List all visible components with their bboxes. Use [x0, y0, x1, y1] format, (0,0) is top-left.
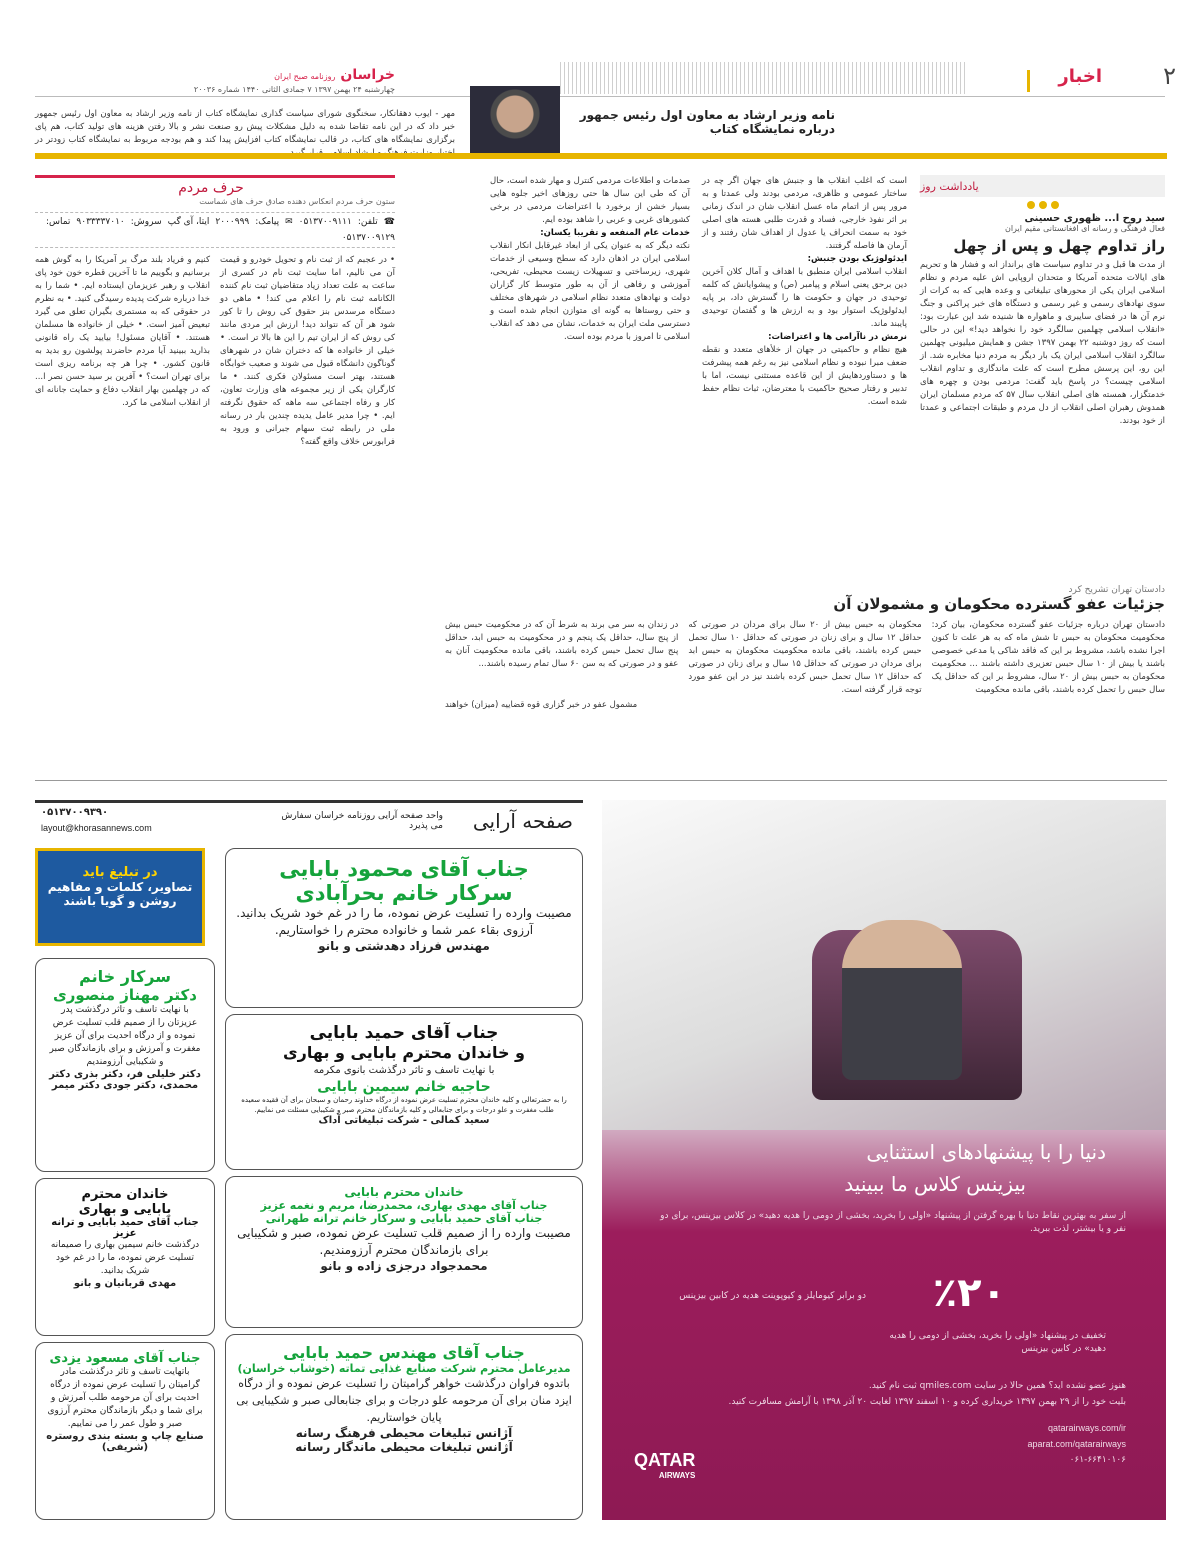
- yaddasht-box-title: یادداشت روز: [920, 175, 1165, 197]
- section-name: اخبار: [1058, 66, 1102, 87]
- tamas-number: ۰۵۱۳۷۰۰۹۱۲۹: [341, 233, 395, 243]
- yaddasht-column: [920, 175, 1165, 428]
- ad-discount-note: تخفیف در پیشنهاد «اولی را بخرید، بخشی از دومی را هدیه دهید» در کابین بیزینس: [889, 1331, 1106, 1354]
- layout-desc: واحد صفحه آرایی روزنامه خراسان سفارش می پذیرد: [281, 811, 443, 831]
- notice-3-sign: محمدجواد درجزی زاده و بانو: [320, 1259, 488, 1273]
- section-bar: [1027, 70, 1030, 92]
- lead-title-2: درباره نمایشگاه کتاب: [709, 122, 835, 136]
- notice-3-line2: جناب آقای حمید بابایی و سرکار خانم ترانه طهرانی: [265, 1212, 543, 1225]
- soroush-number: ۹۰۳۳۳۳۷۰۱۰: [76, 217, 125, 227]
- amnesty-col-2: محکومان به حبس بیش از ۲۰ سال برای مردان در صورتی که حداقل ۱۲ سال و برای زنان در صورتی که حداقل ۱۰ سال تحمل حبس کرده باشند، باقی مانده محکومیت محکومان به حبس ابد برای مردان در صورتی که حداقل ۱۵ سال و برای زنان در صورتی که حداقل ۱۲ سال تحمل حبس کرده باشند نیز در این عفو مورد توجه قرار گرفته است.: [688, 620, 922, 695]
- phone-number: ۰۵۱۳۷۰۰۹۱۱۱: [298, 217, 352, 227]
- notice-1: [225, 848, 583, 1008]
- notice-3-head: خاندان محترم بابایی: [344, 1185, 464, 1199]
- notice-1-text: مصیبت وارده را تسلیت عرض نموده، ما را در غم خود شریک بدانید. آرزوی بقاء عمر شما و خانواده محترم را خواستاریم.: [236, 906, 572, 937]
- mid-body-a: است که اغلب انقلاب ها و جنبش های جهان اگر چه در ساختار عمومی و ظاهری، مردمی بودند ولی عمدتا و به مرور پس از اتمام ماه عسل انقلاب شان در اندک زمانی بر اثر نفوذ خارجی، فساد و قدرت طلبی هسته های اصلی خود به سمت انحراف یا عدول از اهداف شان رفتند و از آرمان ها فاصله گرفتند.: [702, 176, 907, 251]
- sms-icon: ✉: [285, 217, 293, 227]
- paper-tagline: روزنامه صبح ایران: [274, 72, 336, 81]
- amnesty-headline: جزئیات عفو گسترده محکومان و مشمولان آن: [833, 595, 1165, 613]
- harf-mardom-subtitle: ستون حرف مردم انعکاس دهنده صادق حرف های شماست: [199, 197, 395, 206]
- col2-subhead-1: خدمات عام المنفعه و تقریبا یکسان:: [540, 228, 690, 238]
- notice-3-text: مصیبت وارده را از صمیم قلب تسلیت عرض نموده، صبر و شکیبایی برای بازماندگان محترم آرزومندیم.: [237, 1226, 571, 1257]
- yaddasht-dots: [920, 201, 1165, 209]
- side-notice-2-sign: مهدی قربانیان و بانو: [73, 1278, 177, 1289]
- side-notice-3-text: باتهایت تاسف و تاثر درگذشت مادر گرامیتان را تسلیت عرض نموده از درگاه احدیت برای آن مرحومه طلب آمرزش و برای شما و دیگر بازماندگان محترم آرزوی صبر و طول عمر را می نماییم.: [47, 1367, 203, 1429]
- promo-box: [35, 848, 205, 946]
- sms-number: ۲۰۰۰۹۹۹: [215, 217, 250, 227]
- ad-miles-note: دو برابر کیومایلز و کیوپوینت هدیه در کابین بیزینس: [679, 1291, 866, 1301]
- amnesty-columns: [445, 619, 1165, 697]
- lead-title-1: نامه وزیر ارشاد به معاون اول رئیس جمهور: [579, 108, 835, 122]
- minister-photo: [470, 86, 560, 156]
- side-notice-2-text: درگذشت خانم سیمین بهاری را صمیمانه تسلیت عرض نموده، ما را در غم خود شریک بدانید.: [50, 1240, 200, 1276]
- mid-column-2: [490, 175, 690, 344]
- promo-line-1: در تبلیغ باید: [82, 865, 158, 880]
- qatar-logo: [634, 1450, 695, 1480]
- col2-body-b: نکته دیگر که به عنوان یکی از ابعاد غیرقابل انکار انقلاب اسلامی ایران در اذهان دارد که سطح وسیعی از خدمات شهری، زیرساختی و تسهیلات زیست محیطی، تفریحی، آموزشی و رفاهی از آن به طور متوسط کار گزاران دولت و نهادهای متعدد نظام اسلامی در شهرهای مختلف و حتی روستاها به گونه ای متوازن انجام شده است و دسترسی ملت ایران به خدمات، نشان می دهد که انقلاب اسلامی تا امروز با مردم بوده است.: [490, 241, 690, 342]
- ad-passenger-shape: [842, 920, 962, 1080]
- col2-body-a: صدمات و اطلاعات مردمی کنترل و مهار شده است، حال آن که طی این سال ها حتی روزهای اخیر جلوه هایی بسیار خشن از برخورد با اعتراضات مردمی در برخی کشورهای غربی و عربی را شاهد بوده ایم.: [490, 176, 690, 225]
- yaddasht-headline: راز تداوم چهل و پس از چهل: [953, 237, 1165, 255]
- notice-1-line2: سرکار خانم بحرآبادی: [295, 881, 513, 905]
- notice-4-sign: آژانس تبلیغات محیطی فرهنگ رسانه: [295, 1426, 513, 1440]
- ad-phone: ۰۶۱-۶۶۴۱۰۱۰۶: [1069, 1455, 1126, 1465]
- side-notice-2: [35, 1178, 215, 1336]
- side-notice-1: [35, 958, 215, 1172]
- mid-subhead-1: ایدئولوژیک بودن جنبش:: [807, 254, 907, 264]
- ad-headline-2: بیزینس کلاس ما ببینید: [844, 1172, 1026, 1196]
- notice-4-sign2: آژانس تبلیغات محیطی ماندگار رسانه: [295, 1440, 513, 1454]
- side-notice-2-line1: خاندان محترم: [81, 1187, 169, 1202]
- side-notice-1-line1: سرکار خانم: [79, 967, 171, 986]
- notice-2-text2: را به حضرتعالی و کلیه خاندان محترم تسلیت عرض نموده از درگاه خداوند رحمان و سبحان برای آن فقیده سعیده طلب مغفرت و علو درجات و برای جنابعالی و کلیه بازماندگان محترم صبر و شکیبایی مسئلت می نماییم.: [241, 1096, 567, 1114]
- page-number: ۲: [1163, 62, 1176, 90]
- header-rule: [35, 96, 1165, 97]
- ad-site-2[interactable]: aparat.com/qatarairways: [1027, 1439, 1126, 1449]
- side-notice-2-line3: جناب آقای حمید بابایی و ترانه عزیز: [51, 1217, 199, 1239]
- header-stripe: [560, 62, 965, 94]
- promo-line-2: تصاویر، کلمات و مفاهیم: [47, 880, 193, 894]
- apps: ایتا، آی گپ: [167, 217, 210, 227]
- side-notice-2-line2: بابایی و بهاری: [78, 1202, 172, 1217]
- side-notice-1-sign: دکتر خلیلی فر، دکتر بذری دکتر محمدی، دکتر جودی دکتر میمر: [49, 1069, 201, 1091]
- lead-text: مهر - ایوب دهقانکار، سخنگوی شورای سیاست گذاری نمایشگاه کتاب از نامه وزیر ارشاد به معاون اول رئیس جمهور خبر داد که در این نامه تقاضا شده به دلیل مشکلات پیش رو صنعت نشر و بالا رفتن هزینه های تولید کتاب، هم پای برگزاری نمایشگاه های کتاب، در قالب نمایشگاه کتاب افزایش پیدا کند و هم بودجه مربوط به نمایشگاه کتاب زودتر در: [35, 109, 455, 145]
- harf-mardom-body: [35, 254, 395, 449]
- sms-label: پیامک:: [255, 217, 280, 227]
- side-notice-3-line1: جناب آقای مسعود یزدی: [49, 1351, 201, 1366]
- qatar-airways-ad: [602, 800, 1166, 1520]
- side-notice-3-sign: صنایع چاپ و بسته بندی روستره (شریفی): [46, 1431, 204, 1453]
- side-notice-1-line2: دکتر مهناز منصوری: [53, 986, 197, 1004]
- paper-logo: خراسان: [340, 67, 395, 83]
- mid-column-1: [702, 175, 907, 409]
- notice-2-line2: و خاندان محترم بابایی و بهاری: [283, 1043, 525, 1062]
- dateline: چهارشنبه ۲۴ بهمن ۱۳۹۷ ۷ جمادی الثانی ۱۴۴۰ شماره ۲۰۰۳۶: [193, 85, 395, 94]
- tamas-label: تماس:: [45, 217, 71, 227]
- phone-icon: ☎: [383, 217, 395, 227]
- notice-2-text: با نهایت تاسف و تاثر درگذشت بانوی مکرمه: [313, 1065, 495, 1076]
- page-rule: [35, 780, 1167, 781]
- lead-headline: [575, 108, 835, 136]
- harf-mardom-column: [35, 175, 395, 449]
- yaddasht-body: از مدت ها قبل و در تداوم سیاست های برانداز انه و فشار ها و تحریم های ایالات متحده آمریکا و متحدان اروپایی اش علیه مردم و نظام اسلامی ایران یکی از محورهای تبلیغاتی و وعده هایی که به کرات از سوی نهادهای رسمی و غیر رسمی و دستگاه های خبر پراکنی و جنگ نرم آن ها در فضای سایبری و ماهواره ها شنیده شد این عبارت بود: «انقلاب اسلامی چهلمین سالگرد خود را نخواهد دید!» این در حالی است که روز دوشنبه ۲۲ بهمن ۱۳۹۷ جشن و همایش میلیونی چهلمین سالگرد انقلاب اسلامی ایران یک بار دیگر به مردم دنیا مخابره شد. از این رو، این پرسش مطرح است که علت ماندگاری و تداوم انقلاب اسلامی چیست؟ در پاسخ باید گفت: مردمی بودن و چهره های خدمتگزار، همسته های اصلی انقلاب سال ۵۷ که مردم مسلمان ایران همدوش رهبران اصلی انقلاب از دل مردم و طبقات اجتماعی و عمدتا از خود بودند.: [920, 260, 1166, 426]
- notice-4-line2: مدیرعامل محترم شرکت صنایع غذایی تماته (خوشاب خراسان): [237, 1362, 571, 1375]
- amnesty-kicker: دادستان تهران تشریح کرد: [1068, 585, 1165, 595]
- layout-service-header: [35, 800, 583, 840]
- header-yellow-band: [35, 153, 1167, 159]
- layout-phone: ۰۵۱۳۷۰۰۹۳۹۰: [41, 807, 109, 818]
- ad-site-1[interactable]: qatarairways.com/ir: [1047, 1423, 1126, 1433]
- author-role: فعال فرهنگی و رسانه ای افغانستانی مقیم ایران: [1004, 224, 1165, 233]
- harf-mardom-title: حرف مردم: [35, 175, 395, 197]
- side-notice-3: [35, 1342, 215, 1520]
- amnesty-col-4: در زندان به سر می برند به شرط آن که در محکومیت حبس بیش از پنج سال، حداقل یک پنجم و در محکومیت به حبس ابد، حداقل پنج سال تحمل حبس کرده باشند، باقی مانده محکومیت آنان به عفو و در صورتی که به سن ۶۰ سال تمام رسیده باشند...: [445, 620, 679, 669]
- qatar-logo-sub: AIRWAYS: [658, 1471, 696, 1480]
- amnesty-article: [445, 585, 1165, 712]
- promo-line-3: روشن و گویا باشند: [63, 894, 177, 908]
- masthead: [35, 64, 395, 94]
- notice-2-name: حاجیه خانم سیمین بابایی: [317, 1079, 491, 1095]
- notice-2-sign: سعید کمالی - شرکت تبلیغاتی آداک: [318, 1115, 490, 1126]
- ad-description: از سفر به بهترین نقاط دنیا با بهره گرفتن از پیشنهاد «اولی را بخرید، بخشی از دومی را هدیه دهید» در کلاس بیزینس، برای دو نفر و یا بیشتر، لذت ببرید.: [660, 1211, 1126, 1234]
- notice-2-line1: جناب آقای حمید بابایی: [309, 1023, 499, 1043]
- soroush-label: سروش:: [130, 217, 162, 227]
- ad-percent: ٪۲۰: [932, 1270, 1006, 1316]
- notice-3: [225, 1176, 583, 1328]
- side-notice-1-text: با نهایت تاسف و تاثر درگذشت پدر عزیزتان را از صمیم قلب تسلیت عرض نموده و از درگاه احدیت برای آن عزیز مغفرت و آمرزش و برای بازماندگان صبر و شکیبایی آرزومندیم: [49, 1005, 201, 1067]
- mid-subhead-2: نرمش در ناآرامی ها و اعتراضات:: [768, 332, 907, 342]
- author-name: سید روح ا... ظهوری حسینی: [1024, 213, 1165, 224]
- notice-1-line1: جناب آقای محمود بابایی: [279, 857, 529, 881]
- mid-body-c: هیچ نظام و حاکمیتی در جهان از خلأهای متعدد و نقطه ضعف مبرا نبوده و نظام اسلامی نیز به رغم همه پیشرفت ها و دستاوردهایش از این قاعده مستثنی نیست، اما با تدبیر و رفتار صحیح حاکمیت با معترضان، ثبات نظام حفظ شده است.: [702, 345, 907, 407]
- harf-items-a: • در عجبم که از ثبت نام و تحویل خودرو و قیمت آن می نالیم، اما سایت ثبت نام در کسری از ساعت به علت تعداد زیاد متقاضیان ثبت نام کننده الکانامه ثبت نام را اعلام می کند! • ماهی دو دستگاه مرسدس بنز حقوق کی روش را تا کور شود هر آن که نتواند دید! ارزش ایر مردی مانند کی روش که از ایران تیم را این ها بالا تر است. • خیلی از خانواده ها که دختران شان در شهرهای گوناگون دانشگاه قبول می شوند و صعیب خوابگاه هستند، بهتر است مسئولان فکری کنند. • ما کارگران یکی از زیر مجموعه های وزارت تعاون، کار و رفاه اجتماعی سه ماهه که حقوق نگرفته ایم. • چرا مدیر عامل یدیده چندین بار در رسانه ملی در رابطه ثبت سهام جبرانی و ورود به فرابورس خلاف واقع گفته؟: [220, 255, 395, 447]
- harf-items-b: کنیم و فریاد بلند مرگ بر آمریکا را به گوش همه برسانیم و بگوییم ما تا آخرین قطره خون خود پای انقلاب و رهبر عزیزمان ایستاده ایم. • شما را به خدا درباره شرکت پدیده رسیدگی کنید. • به نظرم در حقوقی که به مستمری بگیران تعلق می گیرد تبعیض آمیز است. • خیلی از خانواده ها مسلمان هستند. • آقایان مسئول! بیایید یک راه قانونی بذارید ببینید آیا مردم حاضرند پولشون رو بدید به قانون کشور. • چرا هر چه برنامه ریزی است برای تهران است؟ • آفرین بر سید حسن نصر ا... که در چهلمین بهار انقلاب دفاع و حمایت جانانه ای از انقلاب اسلامی ما کرد.: [35, 255, 210, 408]
- notice-2: [225, 1014, 583, 1170]
- contact-bar: [35, 212, 395, 248]
- notice-4-text: باتدوه فراوان درگذشت خواهر گرامیتان را تسلیت عرض نموده و از درگاه ایزد منان برای آن مرحومه علو درجات و برای جنابعالی صبر و شکیبایی بی پایان خواستاریم.: [236, 1377, 572, 1424]
- layout-title: صفحه آرایی: [472, 809, 573, 833]
- qatar-logo-text: QATAR: [634, 1450, 696, 1470]
- layout-email[interactable]: layout@khorasannews.com: [41, 823, 152, 833]
- notice-3-line1: جناب آقای مهدی بهاری، محمدرضا، مریم و نغمه عزیز: [260, 1199, 548, 1212]
- amnesty-col-3: مشمول عفو در خبر گزاری قوه قضاییه (میزان) خواهند: [445, 700, 638, 710]
- phone-label: تلفن:: [357, 217, 378, 227]
- ad-dates: بلیت خود را از ۲۹ بهمن ۱۳۹۷ خریداری کرده و ۱۰ اسفند ۱۳۹۷ لغایت ۲۰ آذر ۱۳۹۸ با آرامش مسافرت کنید.: [728, 1397, 1126, 1407]
- mid-body-b: انقلاب اسلامی ایران منطبق با اهداف و آمال کلان آخرین دین برحق یعنی اسلام و پیامبر (ص) و پیشوایانش که کلمه توحیدی در جهان و حکومت ها را گسترش داد، بر پایه ایدئولوژیک استوار بود و به ارزش ها و گفتمان توحیدی پایبند ماند.: [702, 267, 907, 329]
- notice-4-line1: جناب آقای مهندس حمید بابایی: [283, 1343, 525, 1362]
- ad-headline-1: دنیا را با پیشنهادهای استثنایی: [866, 1140, 1106, 1164]
- ad-qmiles: هنوز عضو نشده اید؟ همین حالا در سایت qmiles.com ثبت نام کنید.: [868, 1381, 1126, 1391]
- notice-4: [225, 1334, 583, 1520]
- notice-1-sign: مهندس فرزاد دهدشتی و بانو: [318, 939, 490, 953]
- amnesty-col-1: دادستان تهران درباره جزئیات عفو گسترده محکومان، بیان کرد: محکومیت محکومان به حبس تا شش ماه که به هر علت تا کنون اجرا نشده باشد، مشروط بر این که فاقد شاکی یا مدعی خصوصی باشند یا بیش از ۱۰ سال حبس تعزیری داشته باشند ... محکومیت محکومان به حبس بیش از ۲۰ سال، مشروط بر این که حداقل یک سال حبس را تحمل کرده باشند، باقی مانده محکومیت: [931, 620, 1166, 695]
- ad-photo: [602, 800, 1166, 1130]
